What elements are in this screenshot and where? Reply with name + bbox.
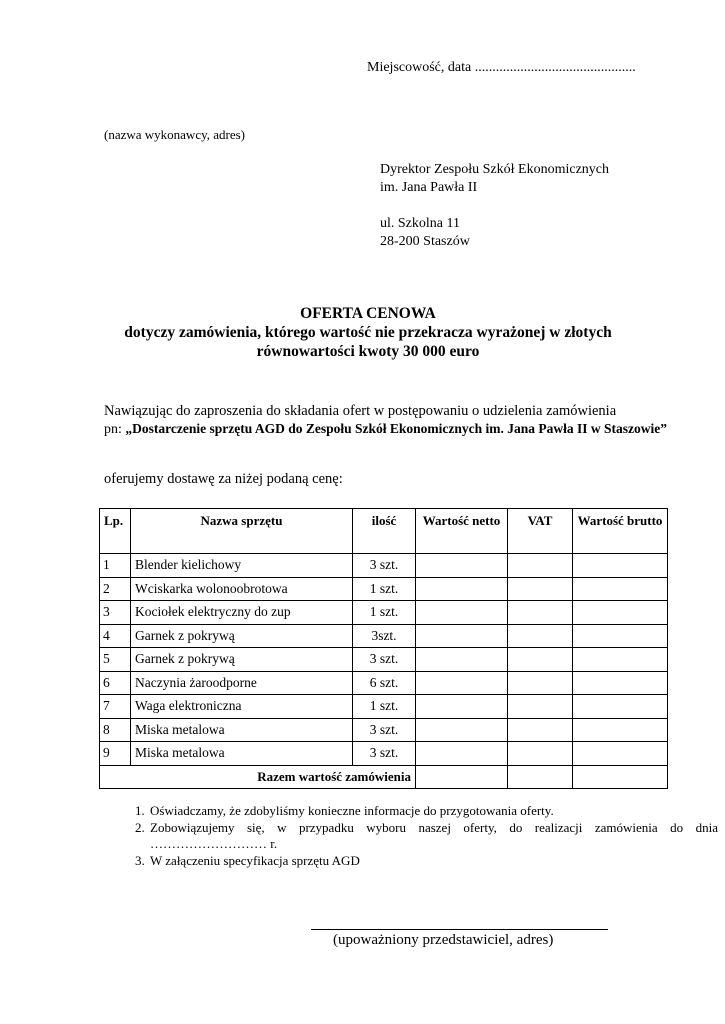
signature-label: (upoważniony przedstawiciel, adres): [333, 932, 554, 948]
total-gross-cell[interactable]: [573, 765, 668, 789]
row-lp: 5: [100, 648, 131, 672]
row-name: Miska metalowa: [131, 742, 353, 766]
row-vat-cell[interactable]: [508, 601, 573, 625]
row-vat-cell[interactable]: [508, 624, 573, 648]
row-lp: 3: [100, 601, 131, 625]
signature-line: [311, 929, 608, 930]
row-lp: 1: [100, 554, 131, 578]
header-vat: VAT: [508, 509, 573, 554]
row-net-cell[interactable]: [416, 648, 508, 672]
declaration-item: 2. Zobowiązujemy się, w przypadku wyboru naszej oferty, do realizacji zamówienia do dnia ……………………… r.: [148, 820, 718, 853]
table-row: [100, 718, 668, 742]
header-net: Wartość netto: [416, 509, 508, 554]
row-name: Blender kielichowy: [131, 554, 353, 578]
row-vat-cell[interactable]: [508, 577, 573, 601]
row-name: Garnek z pokrywą: [131, 624, 353, 648]
offer-line: oferujemy dostawę za niżej podaną cenę:: [104, 471, 343, 487]
title-sub1: dotyczy zamówienia, którego wartość nie przekracza wyrażonej w złotych: [124, 324, 612, 341]
row-vat-cell[interactable]: [508, 695, 573, 719]
row-gross-cell[interactable]: [573, 601, 668, 625]
row-net-cell[interactable]: [416, 742, 508, 766]
row-qty: 3 szt.: [353, 648, 416, 672]
declaration-item: 1. Oświadczamy, że zdobyliśmy konieczne informacje do przygotowania oferty.: [148, 803, 718, 820]
ref-prefix: pn:: [104, 422, 126, 437]
row-gross-cell[interactable]: [573, 554, 668, 578]
row-gross-cell[interactable]: [573, 671, 668, 695]
row-lp: 8: [100, 718, 131, 742]
row-net-cell[interactable]: [416, 554, 508, 578]
table-row: [100, 624, 668, 648]
equipment-table: [99, 508, 668, 789]
total-net-cell[interactable]: [416, 765, 508, 789]
place-date-field: Miejscowość, data ..............................................: [367, 60, 636, 75]
row-qty: 3 szt.: [353, 718, 416, 742]
row-name: Kociołek elektryczny do zup: [131, 601, 353, 625]
header-lp: Lp.: [100, 509, 131, 554]
recipient-line2: im. Jana Pawła II: [380, 180, 478, 195]
row-net-cell[interactable]: [416, 624, 508, 648]
table-row: [100, 554, 668, 578]
row-lp: 6: [100, 671, 131, 695]
total-vat-cell[interactable]: [508, 765, 573, 789]
row-gross-cell[interactable]: [573, 695, 668, 719]
row-qty: 1 szt.: [353, 601, 416, 625]
row-net-cell[interactable]: [416, 695, 508, 719]
total-row: [100, 765, 668, 789]
recipient-address: [380, 161, 609, 251]
title-main: OFERTA CENOWA: [300, 305, 436, 322]
row-gross-cell[interactable]: [573, 742, 668, 766]
recipient-street: ul. Szkolna 11: [380, 216, 460, 231]
declaration-item: 3. W załączeniu specyfikacja sprzętu AGD: [148, 853, 718, 870]
row-lp: 4: [100, 624, 131, 648]
row-lp: 2: [100, 577, 131, 601]
intro-paragraph: [104, 402, 676, 439]
row-lp: 9: [100, 742, 131, 766]
row-lp: 7: [100, 695, 131, 719]
row-vat-cell[interactable]: [508, 554, 573, 578]
declarations-list: [104, 803, 718, 869]
table-row: [100, 601, 668, 625]
row-net-cell[interactable]: [416, 718, 508, 742]
row-gross-cell[interactable]: [573, 648, 668, 672]
intro-text: Nawiązując do zaproszenia do składania ofert w postępowaniu o udzielenia zamówienia: [104, 403, 617, 419]
row-gross-cell[interactable]: [573, 624, 668, 648]
row-vat-cell[interactable]: [508, 742, 573, 766]
table-header-row: [100, 509, 668, 554]
row-name: Wciskarka wolonoobrotowa: [131, 577, 353, 601]
header-qty: ilość: [353, 509, 416, 554]
header-name: Nazwa sprzętu: [131, 509, 353, 554]
row-qty: 1 szt.: [353, 577, 416, 601]
table-row: [100, 577, 668, 601]
table-row: [100, 671, 668, 695]
row-name: Miska metalowa: [131, 718, 353, 742]
table-row: [100, 648, 668, 672]
row-gross-cell[interactable]: [573, 718, 668, 742]
row-net-cell[interactable]: [416, 577, 508, 601]
document-title: [90, 304, 646, 361]
title-sub2: równowartości kwoty 30 000 euro: [256, 343, 480, 360]
row-qty: 3szt.: [353, 624, 416, 648]
row-net-cell[interactable]: [416, 671, 508, 695]
row-net-cell[interactable]: [416, 601, 508, 625]
contractor-label: (nazwa wykonawcy, adres): [104, 127, 246, 142]
row-qty: 6 szt.: [353, 671, 416, 695]
row-name: Garnek z pokrywą: [131, 648, 353, 672]
recipient-city: 28-200 Staszów: [380, 234, 470, 249]
row-qty: 3 szt.: [353, 742, 416, 766]
row-vat-cell[interactable]: [508, 648, 573, 672]
row-name: Waga elektroniczna: [131, 695, 353, 719]
row-vat-cell[interactable]: [508, 718, 573, 742]
table-row: [100, 742, 668, 766]
table-row: [100, 695, 668, 719]
ref-title: „Dostarczenie sprzętu AGD do Zespołu Szkół Ekonomicznych im. Jana Pawła II w Staszowie”: [125, 421, 668, 436]
row-qty: 3 szt.: [353, 554, 416, 578]
row-vat-cell[interactable]: [508, 671, 573, 695]
row-qty: 1 szt.: [353, 695, 416, 719]
total-label: Razem wartość zamówienia: [100, 765, 416, 789]
row-name: Naczynia żaroodporne: [131, 671, 353, 695]
recipient-line1: Dyrektor Zespołu Szkół Ekonomicznych: [380, 162, 610, 177]
header-gross: Wartość brutto: [573, 509, 668, 554]
procurement-reference: [104, 420, 676, 439]
row-gross-cell[interactable]: [573, 577, 668, 601]
